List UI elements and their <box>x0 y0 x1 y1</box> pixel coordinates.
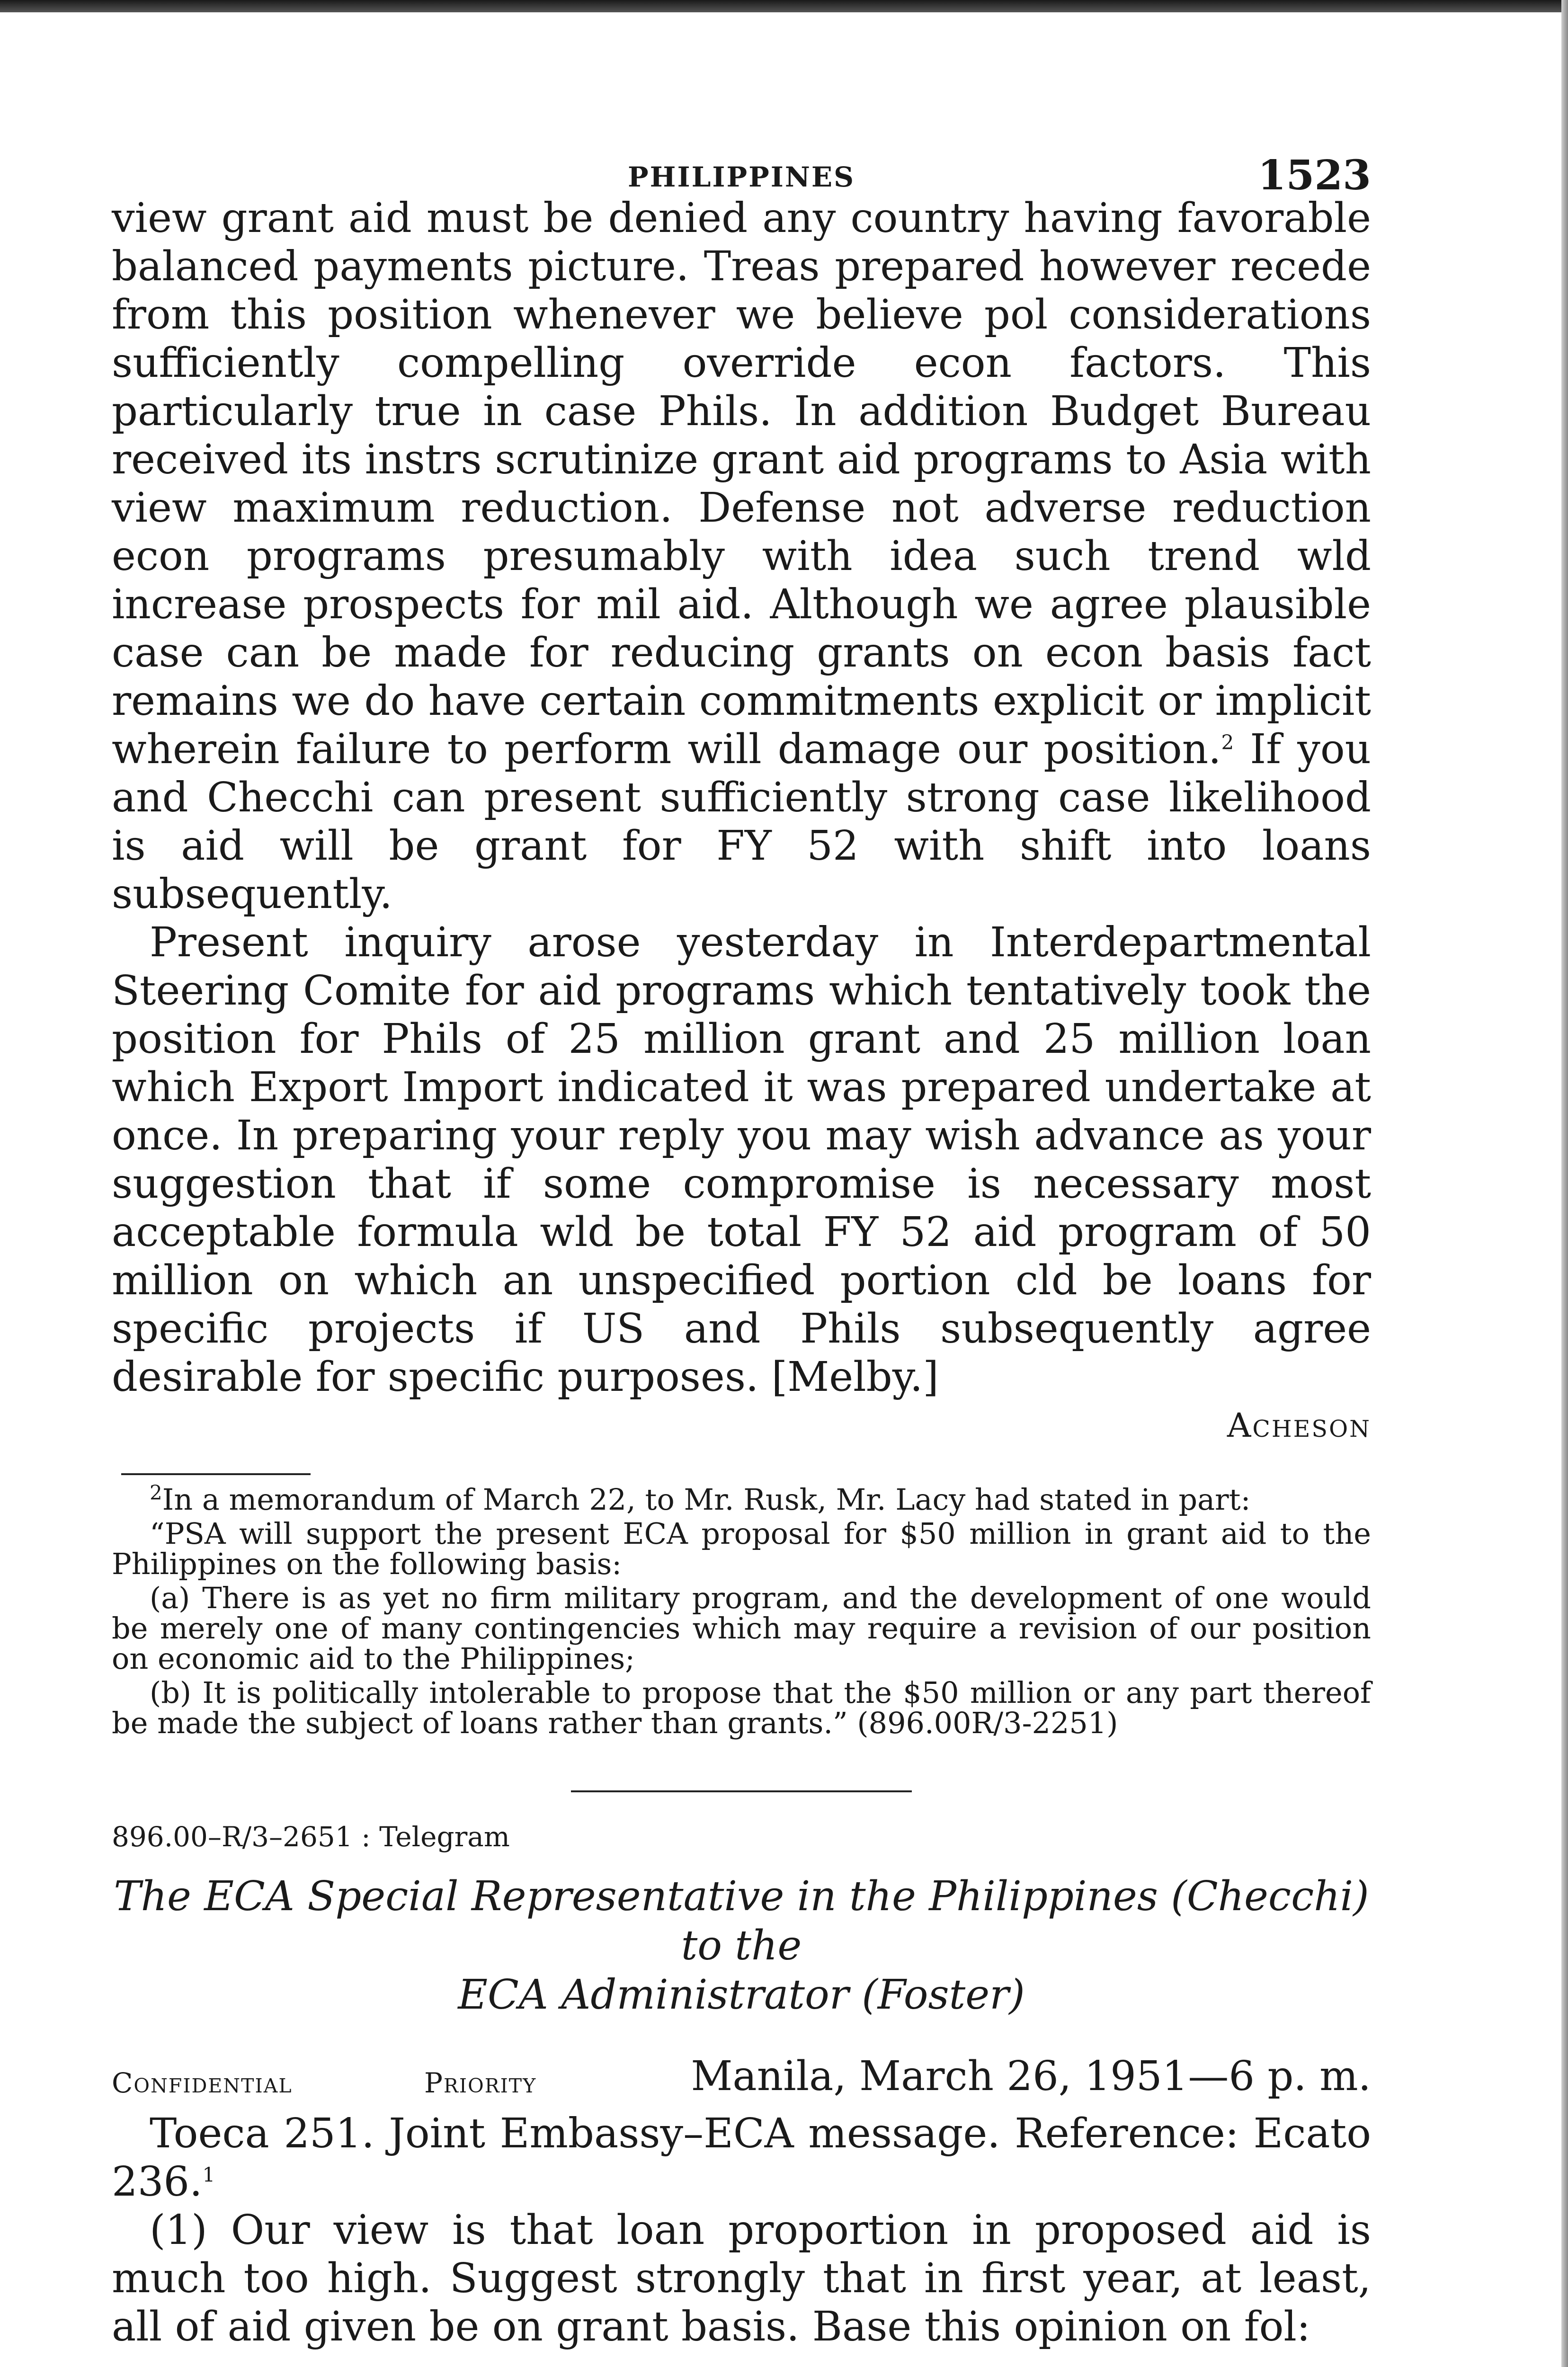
title-line-1: The ECA Special Representative in the Philippines (Checchi) to the <box>114 1873 1369 1969</box>
paragraph-text: view grant aid must be denied any country having favorable balanced payments picture. Treas prepared however recede from this position whenever we believe pol considerations sufficiently compelling override econ factors. This particularly true in case Phils. In addition Budget Bureau received its instrs scrutinize grant aid programs to Asia with view maximum reduction. Defense not adverse reduction econ programs presumably with idea such trend wld increase prospects for mil aid. Although we agree plausible case can be made for reducing grants on econ basis fact remains we do have certain commitments explicit or implicit wherein failure to perform will damage our position. <box>112 195 1371 773</box>
footnote-ref: 1 <box>202 2163 215 2187</box>
paragraph-present-inquiry: Present inquiry arose yesterday in Interdepartmental Steering Comite for aid programs which tentatively took the position for Phils of 25 million grant and 25 million loan which Export Import indicated it was prepared undertake at once. In preparing your reply you may wish advance as your suggestion that if some compromise is necessary most acceptable formula wld be total FY 52 aid program of 50 million on which an unspecified portion cld be loans for specific projects if US and Phils subsequently agree desirable for specific purposes. [Melby.] <box>112 919 1371 1401</box>
file-number: 896.00–R/3–2651 : Telegram <box>112 1821 510 1853</box>
page-header <box>112 142 1371 199</box>
page-number: 1523 <box>1257 151 1371 199</box>
scan-right-edge <box>1561 0 1568 2367</box>
footnote-2-line2: “PSA will support the present ECA proposal for $50 million in grant aid to the Philippines on the following basis: <box>112 1516 1371 1581</box>
footnote-2-line4: (b) It is politically intolerable to propose that the $50 million or any part thereof be made the subject of loans rather than grants.” (896.00R/3-2251) <box>112 1675 1371 1740</box>
section-separator <box>571 1790 912 1792</box>
document-title <box>112 1872 1371 2020</box>
scan-top-edge <box>0 0 1568 12</box>
telegram-para-2: (1) Our view is that loan proportion in proposed aid is much too high. Suggest strongly that in first year, at least, all of aid given be on grant basis. Base this opinion on fol: <box>112 2207 1371 2350</box>
footnote-ref: 2 <box>1221 730 1234 754</box>
place-date: Manila, March 26, 1951—6 p. m. <box>691 2053 1371 2100</box>
classification: Confidential <box>112 2067 293 2099</box>
footnote-marker: 2 <box>150 1481 162 1504</box>
signature: Acheson <box>1227 1406 1371 1445</box>
footnote-2-line3: (a) There is as yet no firm military program, and the development of one would be merely one of many contingencies which may require a revision of our position on economic aid to the Philippines; <box>112 1581 1371 1676</box>
priority: Priority <box>424 2067 537 2099</box>
telegram-text: Toeca 251. Joint Embassy–ECA message. Reference: Ecato 236. <box>112 2110 1371 2206</box>
dateline <box>112 2053 1371 2105</box>
paragraph-continuation <box>112 194 1371 918</box>
spacer <box>112 2351 1371 2367</box>
paragraph-text-end: If you and Checchi can present sufficiently strong case likelihood is aid will be grant for FY 52 with shift into loans subsequently. <box>112 726 1371 918</box>
footnote-text: In a memorandum of March 22, to Mr. Rusk, Mr. Lacy had stated in part: <box>162 1482 1251 1517</box>
telegram-para-1 <box>112 2109 1371 2206</box>
running-title: PHILIPPINES <box>628 161 855 193</box>
title-line-2: ECA Administrator (Foster) <box>458 1971 1025 2019</box>
document-page <box>112 142 1371 2367</box>
footnote-rule <box>121 1473 311 1475</box>
footnote-2-line1 <box>112 1481 1371 1517</box>
